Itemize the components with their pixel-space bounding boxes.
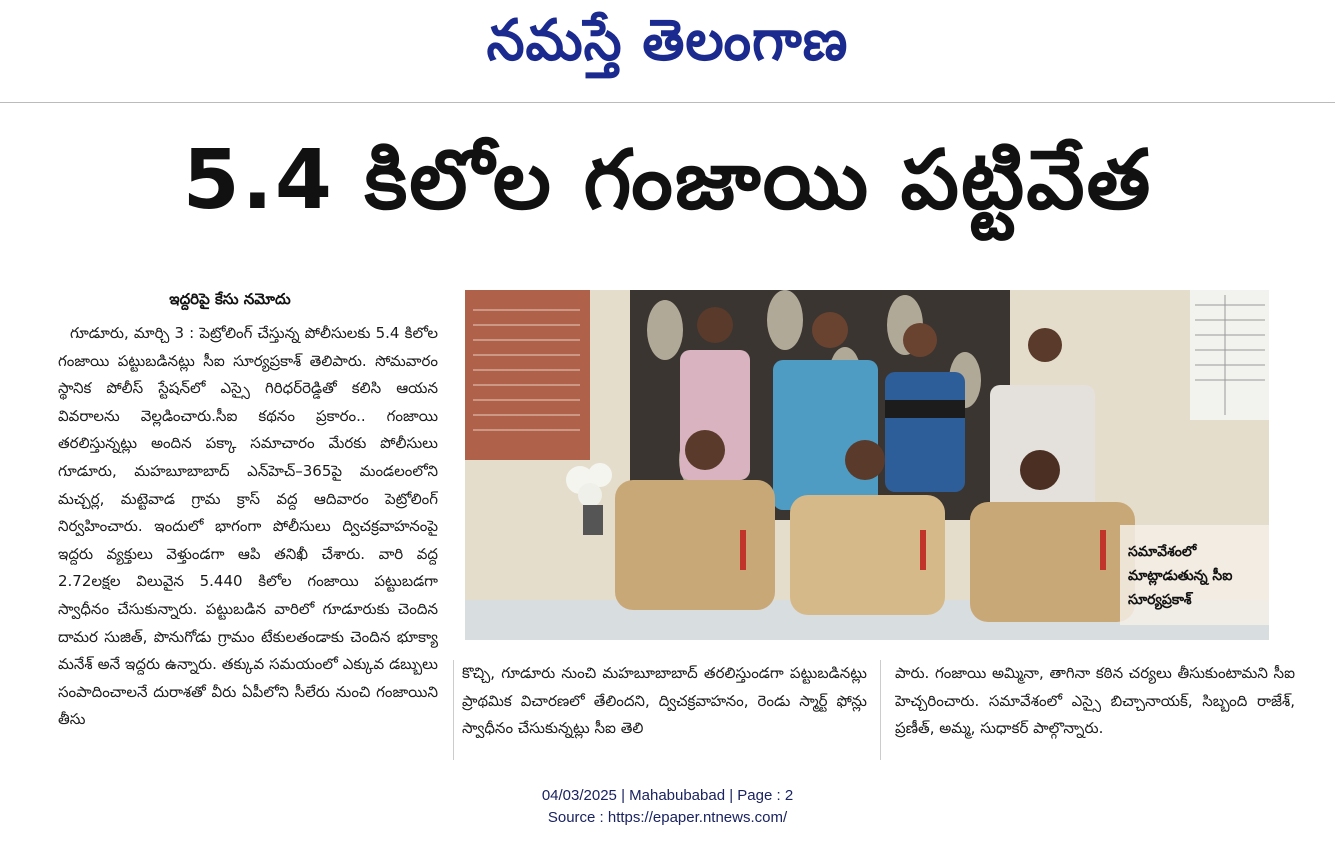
- photo-caption: సమావేశంలో మాట్లాడుతున్న సీఐ సూర్యప్రకాశ్: [1128, 544, 1233, 608]
- article-headline: 5.4 కిలోల గంజాయి పట్టివేత: [182, 132, 1153, 228]
- top-divider: [0, 102, 1335, 103]
- column-3-text: పారు. గంజాయి అమ్మినా, తాగినా కఠిన చర్యలు తీసుకుంటామని సీఐ హెచ్చరించారు. సమావేశంలో ఎస్సై బిచ్చానాయక్, సిబ్బంది రాజేశ్, ప్రణీత్, అమ్మ, సుధాకర్ పాల్గొన్నారు.: [895, 664, 1295, 738]
- article-column-3: [895, 660, 1295, 760]
- column-1-text: గూడూరు, మార్చి 3 : పెట్రోలింగ్ చేస్తున్న పోలీసులకు 5.4 కిలోల గంజాయి పట్టుబడినట్లు సీఐ సూర్యప్రకాశ్ తెలిపారు. సోమవారం స్థానిక పోలీస్ స్టేషన్‌లో ఎస్సై గిరిధర్‌రెడ్డితో కలిసి ఆయన వివరాలను వెల్లడించారు.సీఐ కథనం ప్రకారం.. గంజాయి తరలిస్తున్నట్లు అందిన పక్కా సమాచారం మేరకు పోలీసులు గూడూరు, మహబూబాబాద్ ఎన్‌హెచ్–365పై మండలంలోని మచ్చర్ల, మట్టెవాడ గ్రామ క్రాస్ వద్ద ఆదివారం పెట్రోలింగ్ నిర్వహించారు. ఇందులో భాగంగా పోలీసులు ద్విచక్రవాహనంపై ఇద్దరు వ్యక్తులు వెళ్తుండగా ఆపి తనిఖీ చేశారు. వారి వద్ద 2.72లక్షల విలువైన 5.440 కిలోల గంజాయి పట్టుబడగా స్వాధీనం చేసుకున్నారు. పట్టుబడిన వారిలో గూడూరుకు చెందిన దామర సుజిత్, పొనుగోడు గ్రామం టేకులతండాకు చెందిన భూక్యా మనేశ్ అనే ఇద్దరు ఉన్నారు. తక్కువ సమయంలో ఎక్కువ డబ్బులు సంపాదించాలనే దురాశతో వీరు ఏపీలోని సీలేరు నుంచి గంజాయిని తీసు: [58, 324, 438, 729]
- column-2-text: కొచ్చి, గూడూరు నుంచి మహబూబాబాద్ తరలిస్తుండగా పట్టుబడినట్లు ప్రాథమిక విచారణలో తేలిందని, ద్విచక్రవాహనం, రెండు స్మార్ట్ ఫోన్లు స్వాధీనం చేసుకున్నట్లు సీఐ తెలి: [462, 664, 867, 738]
- article-subhead: ఇద్దరిపై కేసు నమోదు: [169, 290, 291, 308]
- newspaper-logo: నమస్తే తెలంగాణ: [486, 7, 849, 74]
- page-footer: [0, 785, 1335, 829]
- article-column-1: [58, 320, 438, 760]
- column-divider: [880, 660, 881, 760]
- column-divider: [453, 660, 454, 760]
- footer-source: Source : https://epaper.ntnews.com/: [547, 809, 788, 826]
- article-column-2: [462, 660, 867, 760]
- masthead: [0, 0, 1335, 95]
- footer-date-edition: 04/03/2025 | Mahabubabad | Page : 2: [541, 787, 794, 804]
